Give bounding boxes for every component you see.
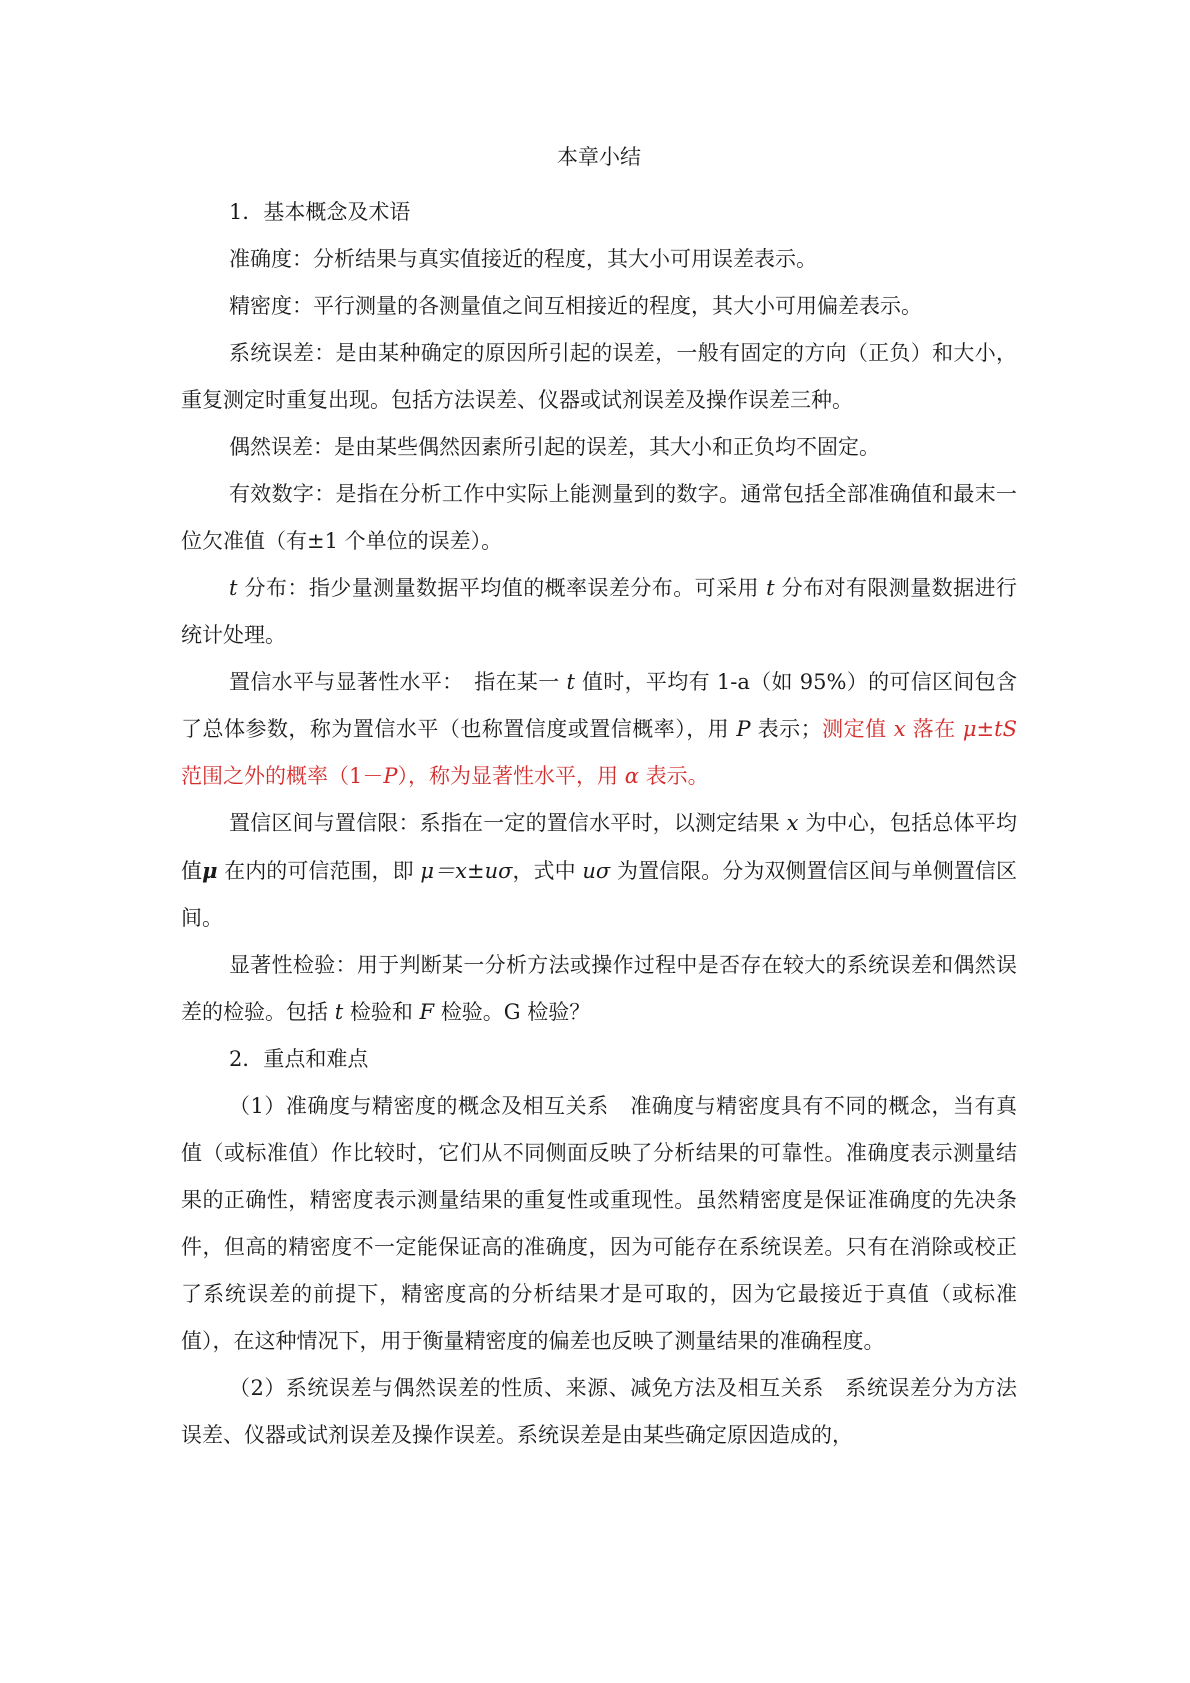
formula-confidence-interval: μ＝x±uσ xyxy=(420,859,513,883)
text-segment: 分布对有限测量数据进行统计处理。 xyxy=(181,576,1017,647)
page-title: 本章小结 xyxy=(557,145,641,169)
paragraph-random-error: 偶然误差：是由某些偶然因素所引起的误差，其大小和正负均不固定。 xyxy=(229,435,880,459)
text-segment: 表示。 xyxy=(638,764,709,788)
paragraph-error-types: （2）系统误差与偶然误差的性质、来源、减免方法及相互关系 系统误差分为方法误差、仪器或试剂误差及操作误差。系统误差是由某些确定原因造成的， xyxy=(181,1376,1017,1447)
document-body xyxy=(181,142,1017,1459)
text-segment: 显著性检验：用于判断某一分析方法或操作过程中是否存在较大的系统误差和偶然误差的检验。包括 xyxy=(181,953,1017,1024)
symbol-f: F xyxy=(419,1000,435,1024)
symbol-t: t xyxy=(566,670,575,694)
symbol-x: x xyxy=(893,717,906,741)
text-segment: ，式中 xyxy=(512,859,583,883)
symbol-mu: μ xyxy=(202,858,218,883)
text-segment: 为中心，包括总体平均值 xyxy=(181,811,1017,883)
text-segment: 测定值 xyxy=(821,717,894,741)
paragraph-significant-figures: 有效数字：是指在分析工作中实际上能测量到的数字。通常包括全部准确值和最末一位欠准值（有±1 个单位的误差）。 xyxy=(181,482,1017,553)
text-segment: 分布：指少量测量数据平均值的概率误差分布。可采用 xyxy=(237,576,767,600)
section-heading-basic-concepts: 1．基本概念及术语 xyxy=(229,200,411,224)
paragraph-accuracy-precision-relation: （1）准确度与精密度的概念及相互关系 准确度与精密度具有不同的概念，当有真值（或标准值）作比较时，它们从不同侧面反映了分析结果的可靠性。准确度表示测量结果的正确性，精密度表示测量结果的重复性或重现性。虽然精密度是保证准确度的先决条件，但高的精密度不一定能保证高的准确度，因为可能存在系统误差。只有在消除或校正了系统误差的前提下，精密度高的分析结果才是可取的，因为它最接近于真值（或标准值），在这种情况下，用于衡量精密度的偏差也反映了测量结果的准确程度。 xyxy=(181,1094,1017,1353)
paragraph-t-distribution xyxy=(181,565,1017,659)
symbol-u-sigma: uσ xyxy=(582,859,611,883)
formula-mu-ts: μ±tS xyxy=(962,717,1017,741)
paragraph-accuracy: 准确度：分析结果与真实值接近的程度，其大小可用误差表示。 xyxy=(229,247,817,271)
text-segment: 在内的可信范围，即 xyxy=(217,859,421,883)
symbol-alpha: α xyxy=(624,764,639,788)
section-heading-key-points: 2．重点和难点 xyxy=(229,1047,369,1071)
symbol-x: x xyxy=(786,811,799,835)
symbol-p: P xyxy=(736,717,751,741)
text-segment: 置信区间与置信限：系指在一定的置信水平时，以测定结果 xyxy=(229,811,787,835)
paragraph-precision: 精密度：平行测量的各测量值之间互相接近的程度，其大小可用偏差表示。 xyxy=(229,294,922,318)
symbol-t: t xyxy=(334,1000,344,1024)
text-segment: 表示； xyxy=(750,717,822,741)
text-segment: 落在 xyxy=(905,717,963,741)
text-segment: 置信水平与显著性水平： 指在某一 xyxy=(229,670,567,694)
paragraph-systematic-error: 系统误差：是由某种确定的原因所引起的误差，一般有固定的方向（正负）和大小，重复测定时重复出现。包括方法误差、仪器或试剂误差及操作误差三种。 xyxy=(181,341,1017,412)
text-segment: 范围之外的概率（1－ xyxy=(181,764,384,788)
text-segment: 检验和 xyxy=(343,1000,420,1024)
paragraph-confidence-interval xyxy=(181,800,1017,942)
symbol-t: t xyxy=(229,576,238,600)
paragraph-confidence-level xyxy=(181,659,1017,800)
text-segment: 检验。G 检验？ xyxy=(434,1000,591,1024)
text-segment: 为置信限。分为双侧置信区间与单侧置信区间。 xyxy=(181,859,1017,930)
text-segment: ），称为显著性水平，用 xyxy=(397,764,625,788)
symbol-p: P xyxy=(383,764,398,788)
paragraph-significance-test xyxy=(181,942,1017,1036)
text-segment: 值时，平均有 1-a（如 95%）的可信区间包含了总体参数，称为置信水平（也称置信度或置信概率），用 xyxy=(181,670,1017,741)
symbol-t: t xyxy=(766,576,775,600)
